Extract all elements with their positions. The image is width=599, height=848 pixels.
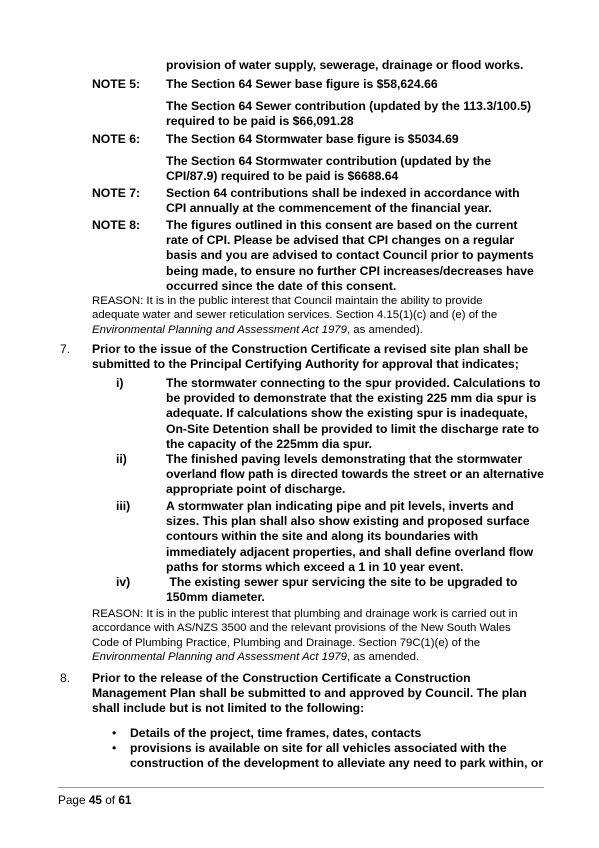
note-label: NOTE 6: — [92, 132, 141, 146]
act-title: Environmental Planning and Assessment Act 1979 — [92, 323, 347, 336]
page-footer — [58, 793, 132, 807]
note-paragraph: The Section 64 Stormwater base figure is $5034.69 — [166, 132, 459, 146]
bullet-text: provisions is available on site for all vehicles associated with the construction of the development to alleviate any need to park within, or — [130, 741, 544, 771]
bullet-icon: • — [112, 741, 117, 755]
note-paragraph: The Section 64 Sewer base figure is $58,624.66 — [166, 77, 438, 91]
page-of: of — [101, 793, 119, 807]
continued-line: provision of water supply, sewerage, drainage or flood works. — [166, 58, 524, 72]
sub-item-number: i) — [116, 376, 124, 390]
condition-text: Prior to the issue of the Construction Certificate a revised site plan shall be submitted to the Principal Certifying Authority for approval that indicates; — [92, 342, 529, 372]
sub-item-number: ii) — [116, 452, 127, 466]
condition-number: 7. — [60, 342, 71, 356]
condition-text: Prior to the release of the Construction Certificate a Construction Management Plan shall be submitted to and approved by Council. The plan shall include but is not limited to the following: — [92, 671, 527, 716]
note-label: NOTE 7: — [92, 186, 141, 200]
footer-divider — [58, 787, 544, 788]
sub-item-text: The existing sewer spur servicing the site to be upgraded to 150mm diameter. — [166, 575, 521, 605]
condition-number: 8. — [60, 671, 71, 685]
page-total: 61 — [118, 793, 132, 807]
page-number: 45 — [88, 793, 102, 807]
sub-item-number: iii) — [116, 499, 131, 513]
reason-paragraph — [92, 607, 528, 665]
act-title: Environmental Planning and Assessment Act 1979 — [92, 651, 347, 664]
note-paragraph: Section 64 contributions shall be indexed in accordance with CPI annually at the commencement of the financial year. — [166, 186, 520, 216]
sub-item-text: A stormwater plan indicating pipe and pit levels, inverts and sizes. This plan shall also show existing and proposed surface contours within the site and along its boundaries with immediately adjacent properties, and shall define overland flow paths for storms which exceed a 1 in 10 year event. — [166, 499, 534, 574]
note-label: NOTE 8: — [92, 218, 141, 232]
reason-text-end: , as amended). — [346, 323, 423, 336]
note-label: NOTE 5: — [92, 77, 141, 91]
note-paragraph: The Section 64 Stormwater contribution (updated by the CPI/87.9) required to be paid is $6688.64 — [166, 154, 492, 184]
sub-item-number: iv) — [116, 575, 131, 589]
sub-item-text: The stormwater connecting to the spur provided. Calculations to be provided to demonstrate that the existing 225 mm dia spur is adequate. If calculations show the existing spur is inadequate, On-Site Detention shall be provided to limit the discharge rate to the capacity of the 225mm dia spur. — [166, 376, 541, 451]
bullet-icon: • — [112, 726, 117, 740]
reason-text: REASON: It is in the public interest that plumbing and drainage work is carried out in accordance with AS/NZS 3500 and the relevant provisions of the New South Wales Code of Plumbing Practice, Plumbing and Drainage. Section 79C(1)(e) of the — [92, 608, 518, 649]
note-paragraph: The figures outlined in this consent are based on the current rate of CPI. Please be advised that CPI changes on a regular basis and you are advised to contact Council prior to payments being made, to ensure no further CPI increases/decreases have occurred since the date of this consent. — [166, 218, 534, 293]
note-paragraph: The Section 64 Sewer contribution (updated by the 113.3/100.5) required to be paid is $66,091.28 — [166, 99, 532, 129]
sub-item-text: The finished paving levels demonstrating that the stormwater overland flow path is directed towards the street or an alternative appropriate point of discharge. — [166, 452, 544, 497]
bullet-text: Details of the project, time frames, dates, contacts — [130, 726, 422, 740]
reason-text-end: , as amended. — [346, 651, 420, 664]
reason-text: REASON: It is in the public interest that Council maintain the ability to provide adequate water and sewer reticulation services. Section 4.15(1)(c) and (e) of the — [92, 295, 498, 322]
page-prefix: Page — [58, 793, 89, 807]
reason-paragraph — [92, 294, 532, 337]
